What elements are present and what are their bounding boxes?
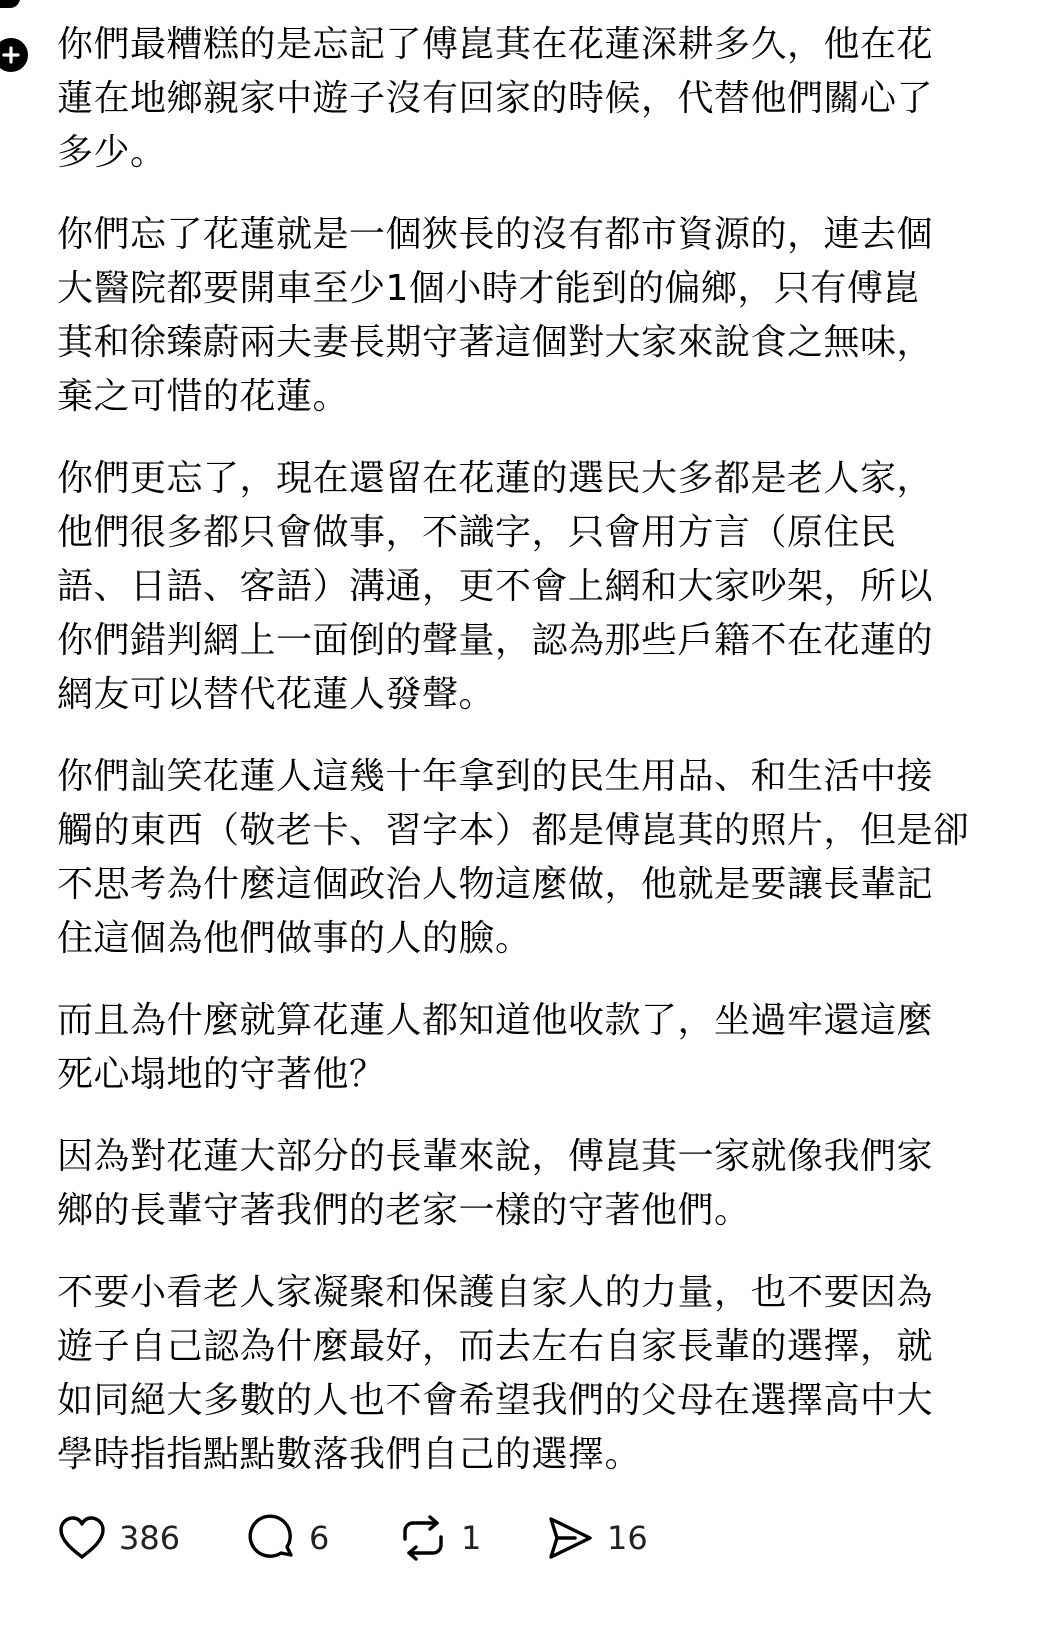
comment-icon [247,1513,297,1563]
share-count: 16 [607,1519,648,1557]
send-icon [545,1514,595,1562]
share-button[interactable] [545,1514,685,1562]
text-line: 不思考為什麼這個政治人物這麼做，他就是要讓長輩記 [57,864,934,905]
text-line: 而且為什麼就算花蓮人都知道他收款了，坐過牢還這麼 [57,1000,934,1041]
like-button[interactable] [57,1514,247,1562]
text-line: 學時指指點點數落我們自己的選擇。 [57,1434,642,1475]
post-paragraph [57,1130,1007,1238]
text-line: 你們錯判網上一面倒的聲量，認為那些戶籍不在花蓮的 [57,620,934,661]
text-line: 你們最糟糕的是忘記了傅崑萁在花蓮深耕多久，他在花 [57,24,934,65]
post-actions [57,1508,685,1568]
text-line: 遊子自己認為什麼最好，而去左右自家長輩的選擇，就 [57,1326,934,1367]
avatar[interactable] [0,0,20,8]
text-line: 你們忘了花蓮就是一個狹長的沒有都市資源的，連去個 [57,214,934,255]
text-line: 觸的東西（敬老卡、習字本）都是傅崑萁的照片，但是卻 [57,810,970,851]
text-line: 網友可以替代花蓮人發聲。 [57,674,496,715]
post-paragraph [57,18,1007,180]
text-line: 棄之可惜的花蓮。 [57,376,350,417]
reply-button[interactable] [247,1513,397,1563]
post-body [57,18,1007,1510]
text-line: 多少。 [57,132,167,173]
reply-count: 6 [309,1519,330,1557]
text-line: 蓮在地鄉親家中遊子沒有回家的時候，代替他們關心了 [57,78,934,119]
heart-icon [57,1514,107,1562]
text-line: 大醫院都要開車至少1個小時才能到的偏鄉，只有傅崑 [57,268,920,309]
text-line: 他們很多都只會做事，不識字，只會用方言（原住民 [57,512,897,553]
like-count: 386 [119,1519,181,1557]
text-line: 你們訕笑花蓮人這幾十年拿到的民生用品、和生活中接 [57,756,934,797]
text-line: 萁和徐臻蔚兩夫妻長期守著這個對大家來說食之無味， [57,322,934,363]
post-paragraph [57,208,1007,424]
text-line: 不要小看老人家凝聚和保護自家人的力量，也不要因為 [57,1272,934,1313]
repost-icon [397,1513,449,1563]
text-line: 語、日語、客語）溝通，更不會上網和大家吵架，所以 [57,566,934,607]
follow-plus-button[interactable] [0,34,32,76]
repost-button[interactable] [397,1513,545,1563]
text-line: 你們更忘了，現在還留在花蓮的選民大多都是老人家， [57,458,934,499]
text-line: 因為對花蓮大部分的長輩來說，傅崑萁一家就像我們家 [57,1136,934,1177]
post-paragraph [57,994,1007,1102]
post-paragraph [57,1266,1007,1482]
text-line: 住這個為他們做事的人的臉。 [57,918,532,959]
text-line: 死心塌地的守著他？ [57,1054,386,1095]
plus-icon [1,45,21,65]
repost-count: 1 [461,1519,482,1557]
text-line: 鄉的長輩守著我們的老家一樣的守著他們。 [57,1190,751,1231]
post-paragraph [57,750,1007,966]
post-paragraph [57,452,1007,722]
text-line: 如同絕大多數的人也不會希望我們的父母在選擇高中大 [57,1380,934,1421]
